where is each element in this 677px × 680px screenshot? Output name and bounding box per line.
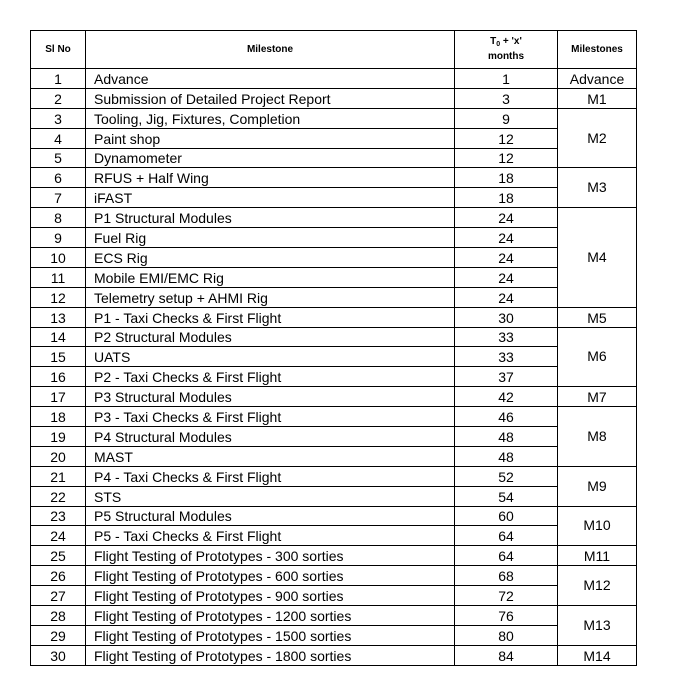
table-row (31, 586, 637, 606)
months-cell: 68 (455, 566, 558, 586)
months-cell: 24 (455, 267, 558, 287)
sl-no-cell: 7 (31, 188, 86, 208)
milestone-cell: P5 - Taxi Checks & First Flight (86, 526, 455, 546)
sl-no-cell: 19 (31, 427, 86, 447)
table-row (31, 625, 637, 645)
milestone-cell: Telemetry setup + AHMI Rig (86, 287, 455, 307)
sl-no-cell: 22 (31, 486, 86, 506)
milestone-cell: Submission of Detailed Project Report (86, 88, 455, 108)
milestone-cell: iFAST (86, 188, 455, 208)
table-row (31, 566, 637, 586)
milestone-group-cell: M12 (558, 566, 637, 606)
sl-no-cell: 6 (31, 168, 86, 188)
months-cell: 12 (455, 148, 558, 168)
sl-no-cell: 30 (31, 645, 86, 665)
milestone-cell: Tooling, Jig, Fixtures, Completion (86, 108, 455, 128)
months-cell: 52 (455, 466, 558, 486)
milestone-table (30, 30, 637, 666)
milestone-cell: Flight Testing of Prototypes - 600 sorties (86, 566, 455, 586)
months-cell: 48 (455, 427, 558, 447)
table-row (31, 248, 637, 268)
months-cell: 72 (455, 586, 558, 606)
sl-no-cell: 1 (31, 69, 86, 89)
months-cell: 60 (455, 506, 558, 526)
sl-no-cell: 23 (31, 506, 86, 526)
sl-no-cell: 16 (31, 367, 86, 387)
sl-no-cell: 10 (31, 248, 86, 268)
milestone-cell: STS (86, 486, 455, 506)
table-row (31, 128, 637, 148)
months-cell: 48 (455, 446, 558, 466)
milestone-cell: Fuel Rig (86, 228, 455, 248)
table-row (31, 427, 637, 447)
sl-no-cell: 13 (31, 307, 86, 327)
milestone-group-cell: M3 (558, 168, 637, 208)
sl-no-cell: 28 (31, 606, 86, 626)
header-row (31, 31, 637, 69)
months-cell: 42 (455, 387, 558, 407)
milestone-cell: Flight Testing of Prototypes - 1200 sorties (86, 606, 455, 626)
milestone-cell: P4 Structural Modules (86, 427, 455, 447)
milestone-group-cell: M14 (558, 645, 637, 665)
months-cell: 54 (455, 486, 558, 506)
milestone-cell: P1 - Taxi Checks & First Flight (86, 307, 455, 327)
table-row (31, 88, 637, 108)
months-cell: 64 (455, 546, 558, 566)
milestone-group-cell: Advance (558, 69, 637, 89)
milestone-cell: P2 - Taxi Checks & First Flight (86, 367, 455, 387)
sl-no-cell: 3 (31, 108, 86, 128)
milestone-cell: RFUS + Half Wing (86, 168, 455, 188)
sl-no-cell: 20 (31, 446, 86, 466)
months-cell: 37 (455, 367, 558, 387)
months-cell: 24 (455, 248, 558, 268)
milestone-group-cell: M8 (558, 407, 637, 467)
sl-no-cell: 27 (31, 586, 86, 606)
milestone-group-cell: M6 (558, 327, 637, 387)
table-row (31, 228, 637, 248)
table-row (31, 287, 637, 307)
sl-no-cell: 9 (31, 228, 86, 248)
header-months (455, 31, 558, 69)
header-months-line2: months (487, 51, 525, 62)
table-row (31, 347, 637, 367)
milestone-group-cell: M11 (558, 546, 637, 566)
milestone-cell: UATS (86, 347, 455, 367)
sl-no-cell: 4 (31, 128, 86, 148)
months-cell: 80 (455, 625, 558, 645)
table-row (31, 606, 637, 626)
table-row (31, 645, 637, 665)
months-cell: 24 (455, 287, 558, 307)
months-cell: 18 (455, 188, 558, 208)
table-row (31, 546, 637, 566)
milestone-group-cell: M2 (558, 108, 637, 168)
table-header (31, 31, 637, 69)
months-cell: 84 (455, 645, 558, 665)
months-cell: 24 (455, 208, 558, 228)
milestone-cell: ECS Rig (86, 248, 455, 268)
sl-no-cell: 26 (31, 566, 86, 586)
months-cell: 64 (455, 526, 558, 546)
milestone-group-cell: M5 (558, 307, 637, 327)
sl-no-cell: 17 (31, 387, 86, 407)
table-row (31, 168, 637, 188)
sl-no-cell: 12 (31, 287, 86, 307)
months-cell: 3 (455, 88, 558, 108)
milestone-group-cell: M7 (558, 387, 637, 407)
months-cell: 30 (455, 307, 558, 327)
milestone-cell: Flight Testing of Prototypes - 300 sorties (86, 546, 455, 566)
milestone-cell: Mobile EMI/EMC Rig (86, 267, 455, 287)
milestone-cell: Flight Testing of Prototypes - 1500 sorties (86, 625, 455, 645)
sl-no-cell: 29 (31, 625, 86, 645)
sl-no-cell: 14 (31, 327, 86, 347)
months-cell: 12 (455, 128, 558, 148)
months-cell: 46 (455, 407, 558, 427)
table-row (31, 108, 637, 128)
table-row (31, 506, 637, 526)
table-row (31, 526, 637, 546)
table-row (31, 148, 637, 168)
months-cell: 1 (455, 69, 558, 89)
table-row (31, 307, 637, 327)
sl-no-cell: 8 (31, 208, 86, 228)
milestone-cell: MAST (86, 446, 455, 466)
header-months-prefix: T (490, 36, 497, 47)
milestone-group-cell: M1 (558, 88, 637, 108)
header-months-suffix: + 'x' (500, 36, 522, 47)
table-row (31, 407, 637, 427)
milestone-group-cell: M13 (558, 606, 637, 646)
header-milestones: Milestones (558, 31, 637, 69)
table-row (31, 486, 637, 506)
sl-no-cell: 18 (31, 407, 86, 427)
table-body (31, 69, 637, 666)
header-sl-no: Sl No (31, 31, 86, 69)
milestone-cell: P3 Structural Modules (86, 387, 455, 407)
milestone-cell: P2 Structural Modules (86, 327, 455, 347)
table-row (31, 367, 637, 387)
milestone-cell: Flight Testing of Prototypes - 900 sorties (86, 586, 455, 606)
header-milestone: Milestone (86, 31, 455, 69)
table-row (31, 446, 637, 466)
table-row (31, 267, 637, 287)
sl-no-cell: 24 (31, 526, 86, 546)
milestone-group-cell: M10 (558, 506, 637, 546)
table-row (31, 188, 637, 208)
header-months-subscript: 0 (496, 41, 501, 48)
milestone-cell: Advance (86, 69, 455, 89)
months-cell: 18 (455, 168, 558, 188)
table-row (31, 69, 637, 89)
months-cell: 33 (455, 347, 558, 367)
sl-no-cell: 5 (31, 148, 86, 168)
milestone-cell: Flight Testing of Prototypes - 1800 sorties (86, 645, 455, 665)
milestone-group-cell: M9 (558, 466, 637, 506)
milestone-cell: Paint shop (86, 128, 455, 148)
months-cell: 9 (455, 108, 558, 128)
sl-no-cell: 25 (31, 546, 86, 566)
table-row (31, 466, 637, 486)
months-cell: 33 (455, 327, 558, 347)
sl-no-cell: 15 (31, 347, 86, 367)
milestone-cell: Dynamometer (86, 148, 455, 168)
milestone-cell: P1 Structural Modules (86, 208, 455, 228)
months-cell: 24 (455, 228, 558, 248)
table-row (31, 208, 637, 228)
sl-no-cell: 21 (31, 466, 86, 486)
sl-no-cell: 2 (31, 88, 86, 108)
months-cell: 76 (455, 606, 558, 626)
milestone-cell: P3 - Taxi Checks & First Flight (86, 407, 455, 427)
sl-no-cell: 11 (31, 267, 86, 287)
table-row (31, 327, 637, 347)
milestone-cell: P4 - Taxi Checks & First Flight (86, 466, 455, 486)
milestone-group-cell: M4 (558, 208, 637, 307)
milestone-cell: P5 Structural Modules (86, 506, 455, 526)
table-row (31, 387, 637, 407)
